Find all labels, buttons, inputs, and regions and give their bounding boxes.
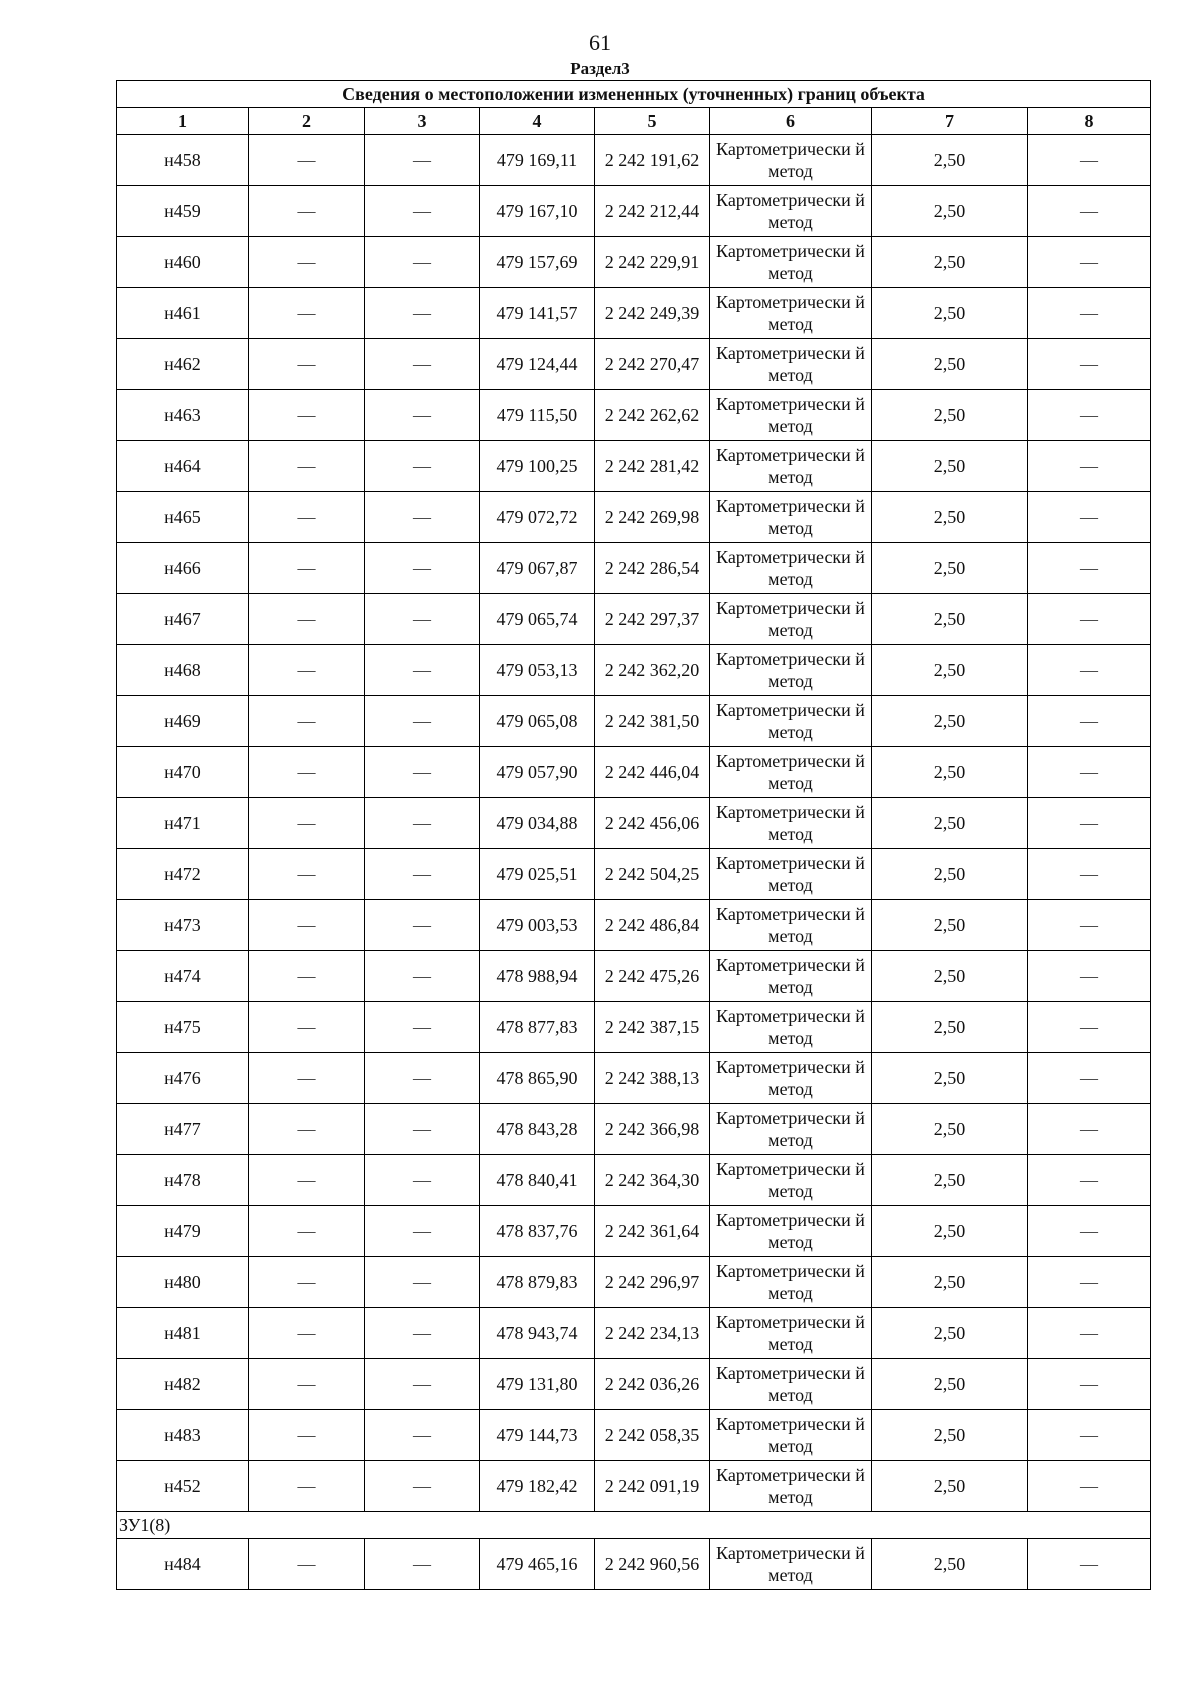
col2-cell: — [249, 798, 365, 849]
y-coordinate-cell: 2 242 297,37 [595, 594, 710, 645]
method-cell: Картометрически й метод [710, 135, 872, 186]
x-coordinate-cell: 479 025,51 [480, 849, 595, 900]
method-cell: Картометрически й метод [710, 747, 872, 798]
table-row [117, 1410, 1151, 1461]
table-row [117, 1308, 1151, 1359]
x-coordinate-cell: 478 988,94 [480, 951, 595, 1002]
col8-cell: — [1028, 1410, 1151, 1461]
col3-cell: — [365, 237, 480, 288]
col2-cell: — [249, 135, 365, 186]
col3-cell: — [365, 1155, 480, 1206]
col8-cell: — [1028, 1461, 1151, 1512]
x-coordinate-cell: 479 157,69 [480, 237, 595, 288]
table-row [117, 390, 1151, 441]
y-coordinate-cell: 2 242 366,98 [595, 1104, 710, 1155]
accuracy-cell: 2,50 [872, 1257, 1028, 1308]
point-id-cell: н474 [117, 951, 249, 1002]
col2-cell: — [249, 1002, 365, 1053]
point-id-cell: н475 [117, 1002, 249, 1053]
x-coordinate-cell: 479 003,53 [480, 900, 595, 951]
method-cell: Картометрически й метод [710, 1104, 872, 1155]
col8-cell: — [1028, 288, 1151, 339]
accuracy-cell: 2,50 [872, 747, 1028, 798]
table-row [117, 1257, 1151, 1308]
col8-cell: — [1028, 696, 1151, 747]
table-caption: Сведения о местоположении измененных (уточненных) границ объекта [117, 81, 1151, 108]
accuracy-cell: 2,50 [872, 1155, 1028, 1206]
y-coordinate-cell: 2 242 446,04 [595, 747, 710, 798]
point-id-cell: н467 [117, 594, 249, 645]
column-number-header: 8 [1028, 108, 1151, 135]
col3-cell: — [365, 900, 480, 951]
y-coordinate-cell: 2 242 229,91 [595, 237, 710, 288]
table-row [117, 696, 1151, 747]
col2-cell: — [249, 849, 365, 900]
col2-cell: — [249, 1257, 365, 1308]
y-coordinate-cell: 2 242 191,62 [595, 135, 710, 186]
method-cell: Картометрически й метод [710, 288, 872, 339]
table-row [117, 747, 1151, 798]
table-row [117, 951, 1151, 1002]
x-coordinate-cell: 479 167,10 [480, 186, 595, 237]
point-id-cell: н465 [117, 492, 249, 543]
col8-cell: — [1028, 1155, 1151, 1206]
col3-cell: — [365, 1257, 480, 1308]
table-row [117, 1053, 1151, 1104]
x-coordinate-cell: 478 943,74 [480, 1308, 595, 1359]
group-row [117, 1512, 1151, 1539]
y-coordinate-cell: 2 242 475,26 [595, 951, 710, 1002]
y-coordinate-cell: 2 242 960,56 [595, 1539, 710, 1590]
col8-cell: — [1028, 237, 1151, 288]
method-cell: Картометрически й метод [710, 849, 872, 900]
accuracy-cell: 2,50 [872, 1410, 1028, 1461]
column-number-header: 6 [710, 108, 872, 135]
method-cell: Картометрически й метод [710, 1461, 872, 1512]
table-row [117, 339, 1151, 390]
col8-cell: — [1028, 1002, 1151, 1053]
x-coordinate-cell: 479 144,73 [480, 1410, 595, 1461]
col3-cell: — [365, 1539, 480, 1590]
table-row [117, 900, 1151, 951]
x-coordinate-cell: 479 034,88 [480, 798, 595, 849]
accuracy-cell: 2,50 [872, 390, 1028, 441]
col3-cell: — [365, 186, 480, 237]
column-number-header: 5 [595, 108, 710, 135]
col2-cell: — [249, 288, 365, 339]
accuracy-cell: 2,50 [872, 900, 1028, 951]
accuracy-cell: 2,50 [872, 951, 1028, 1002]
x-coordinate-cell: 479 141,57 [480, 288, 595, 339]
col3-cell: — [365, 1359, 480, 1410]
x-coordinate-cell: 478 843,28 [480, 1104, 595, 1155]
accuracy-cell: 2,50 [872, 594, 1028, 645]
col8-cell: — [1028, 645, 1151, 696]
accuracy-cell: 2,50 [872, 288, 1028, 339]
accuracy-cell: 2,50 [872, 1308, 1028, 1359]
accuracy-cell: 2,50 [872, 543, 1028, 594]
table-row [117, 1539, 1151, 1590]
accuracy-cell: 2,50 [872, 1359, 1028, 1410]
col3-cell: — [365, 1308, 480, 1359]
accuracy-cell: 2,50 [872, 1539, 1028, 1590]
col8-cell: — [1028, 135, 1151, 186]
y-coordinate-cell: 2 242 286,54 [595, 543, 710, 594]
col8-cell: — [1028, 492, 1151, 543]
col2-cell: — [249, 1155, 365, 1206]
col3-cell: — [365, 1104, 480, 1155]
x-coordinate-cell: 478 879,83 [480, 1257, 595, 1308]
table-row [117, 543, 1151, 594]
col3-cell: — [365, 696, 480, 747]
point-id-cell: н473 [117, 900, 249, 951]
col2-cell: — [249, 594, 365, 645]
method-cell: Картометрически й метод [710, 1539, 872, 1590]
col8-cell: — [1028, 1539, 1151, 1590]
col8-cell: — [1028, 849, 1151, 900]
table-row [117, 1206, 1151, 1257]
accuracy-cell: 2,50 [872, 849, 1028, 900]
y-coordinate-cell: 2 242 361,64 [595, 1206, 710, 1257]
point-id-cell: н468 [117, 645, 249, 696]
col2-cell: — [249, 390, 365, 441]
col8-cell: — [1028, 1308, 1151, 1359]
point-id-cell: н483 [117, 1410, 249, 1461]
y-coordinate-cell: 2 242 381,50 [595, 696, 710, 747]
section-title: Раздел3 [570, 59, 630, 78]
col8-cell: — [1028, 441, 1151, 492]
column-number-row [117, 108, 1151, 135]
accuracy-cell: 2,50 [872, 1002, 1028, 1053]
accuracy-cell: 2,50 [872, 135, 1028, 186]
y-coordinate-cell: 2 242 362,20 [595, 645, 710, 696]
y-coordinate-cell: 2 242 296,97 [595, 1257, 710, 1308]
col2-cell: — [249, 900, 365, 951]
col3-cell: — [365, 288, 480, 339]
col3-cell: — [365, 798, 480, 849]
col8-cell: — [1028, 1359, 1151, 1410]
method-cell: Картометрически й метод [710, 1410, 872, 1461]
y-coordinate-cell: 2 242 091,19 [595, 1461, 710, 1512]
point-id-cell: н478 [117, 1155, 249, 1206]
col2-cell: — [249, 492, 365, 543]
col2-cell: — [249, 747, 365, 798]
method-cell: Картометрически й метод [710, 645, 872, 696]
col2-cell: — [249, 441, 365, 492]
col2-cell: — [249, 1104, 365, 1155]
point-id-cell: н480 [117, 1257, 249, 1308]
accuracy-cell: 2,50 [872, 645, 1028, 696]
col3-cell: — [365, 1002, 480, 1053]
table-row [117, 1002, 1151, 1053]
y-coordinate-cell: 2 242 456,06 [595, 798, 710, 849]
y-coordinate-cell: 2 242 212,44 [595, 186, 710, 237]
accuracy-cell: 2,50 [872, 492, 1028, 543]
col3-cell: — [365, 543, 480, 594]
point-id-cell: н469 [117, 696, 249, 747]
x-coordinate-cell: 479 065,74 [480, 594, 595, 645]
col2-cell: — [249, 1308, 365, 1359]
point-id-cell: н471 [117, 798, 249, 849]
point-id-cell: н463 [117, 390, 249, 441]
col3-cell: — [365, 849, 480, 900]
point-id-cell: н482 [117, 1359, 249, 1410]
column-number-header: 3 [365, 108, 480, 135]
col2-cell: — [249, 696, 365, 747]
col3-cell: — [365, 339, 480, 390]
y-coordinate-cell: 2 242 234,13 [595, 1308, 710, 1359]
table-row [117, 288, 1151, 339]
accuracy-cell: 2,50 [872, 798, 1028, 849]
y-coordinate-cell: 2 242 270,47 [595, 339, 710, 390]
table-row [117, 441, 1151, 492]
point-id-cell: н459 [117, 186, 249, 237]
method-cell: Картометрически й метод [710, 1155, 872, 1206]
point-id-cell: н484 [117, 1539, 249, 1590]
y-coordinate-cell: 2 242 036,26 [595, 1359, 710, 1410]
x-coordinate-cell: 479 065,08 [480, 696, 595, 747]
method-cell: Картометрически й метод [710, 1308, 872, 1359]
col2-cell: — [249, 339, 365, 390]
col3-cell: — [365, 645, 480, 696]
accuracy-cell: 2,50 [872, 339, 1028, 390]
accuracy-cell: 2,50 [872, 1104, 1028, 1155]
col8-cell: — [1028, 747, 1151, 798]
method-cell: Картометрически й метод [710, 237, 872, 288]
column-number-header: 7 [872, 108, 1028, 135]
table-row [117, 1155, 1151, 1206]
point-id-cell: н466 [117, 543, 249, 594]
accuracy-cell: 2,50 [872, 1053, 1028, 1104]
col8-cell: — [1028, 390, 1151, 441]
accuracy-cell: 2,50 [872, 1461, 1028, 1512]
point-id-cell: н476 [117, 1053, 249, 1104]
col3-cell: — [365, 594, 480, 645]
col3-cell: — [365, 1053, 480, 1104]
y-coordinate-cell: 2 242 504,25 [595, 849, 710, 900]
point-id-cell: н472 [117, 849, 249, 900]
method-cell: Картометрически й метод [710, 441, 872, 492]
group-label: ЗУ1(8) [117, 1512, 1151, 1539]
col8-cell: — [1028, 186, 1151, 237]
y-coordinate-cell: 2 242 249,39 [595, 288, 710, 339]
table-row [117, 237, 1151, 288]
col8-cell: — [1028, 339, 1151, 390]
method-cell: Картометрически й метод [710, 696, 872, 747]
col2-cell: — [249, 543, 365, 594]
x-coordinate-cell: 479 057,90 [480, 747, 595, 798]
point-id-cell: н464 [117, 441, 249, 492]
accuracy-cell: 2,50 [872, 1206, 1028, 1257]
method-cell: Картометрически й метод [710, 390, 872, 441]
table-row [117, 1359, 1151, 1410]
col8-cell: — [1028, 798, 1151, 849]
table-row [117, 1104, 1151, 1155]
table-row [117, 492, 1151, 543]
point-id-cell: н458 [117, 135, 249, 186]
method-cell: Картометрически й метод [710, 186, 872, 237]
col2-cell: — [249, 237, 365, 288]
x-coordinate-cell: 479 169,11 [480, 135, 595, 186]
col2-cell: — [249, 645, 365, 696]
y-coordinate-cell: 2 242 388,13 [595, 1053, 710, 1104]
method-cell: Картометрически й метод [710, 1002, 872, 1053]
point-id-cell: н460 [117, 237, 249, 288]
method-cell: Картометрически й метод [710, 1206, 872, 1257]
method-cell: Картометрически й метод [710, 1359, 872, 1410]
col3-cell: — [365, 747, 480, 798]
col2-cell: — [249, 1410, 365, 1461]
method-cell: Картометрически й метод [710, 339, 872, 390]
point-id-cell: н470 [117, 747, 249, 798]
x-coordinate-cell: 479 100,25 [480, 441, 595, 492]
y-coordinate-cell: 2 242 387,15 [595, 1002, 710, 1053]
table-row [117, 135, 1151, 186]
column-number-header: 2 [249, 108, 365, 135]
x-coordinate-cell: 479 124,44 [480, 339, 595, 390]
y-coordinate-cell: 2 242 058,35 [595, 1410, 710, 1461]
method-cell: Картометрически й метод [710, 594, 872, 645]
method-cell: Картометрически й метод [710, 543, 872, 594]
point-id-cell: н479 [117, 1206, 249, 1257]
col2-cell: — [249, 1539, 365, 1590]
point-id-cell: н452 [117, 1461, 249, 1512]
point-id-cell: н461 [117, 288, 249, 339]
y-coordinate-cell: 2 242 486,84 [595, 900, 710, 951]
x-coordinate-cell: 479 465,16 [480, 1539, 595, 1590]
x-coordinate-cell: 478 865,90 [480, 1053, 595, 1104]
col2-cell: — [249, 1053, 365, 1104]
col8-cell: — [1028, 900, 1151, 951]
col3-cell: — [365, 390, 480, 441]
col8-cell: — [1028, 951, 1151, 1002]
x-coordinate-cell: 479 115,50 [480, 390, 595, 441]
x-coordinate-cell: 479 182,42 [480, 1461, 595, 1512]
column-number-header: 4 [480, 108, 595, 135]
method-cell: Картометрически й метод [710, 1053, 872, 1104]
method-cell: Картометрически й метод [710, 492, 872, 543]
accuracy-cell: 2,50 [872, 186, 1028, 237]
col8-cell: — [1028, 543, 1151, 594]
col8-cell: — [1028, 1104, 1151, 1155]
x-coordinate-cell: 479 131,80 [480, 1359, 595, 1410]
accuracy-cell: 2,50 [872, 237, 1028, 288]
col2-cell: — [249, 951, 365, 1002]
column-number-header: 1 [117, 108, 249, 135]
table-row [117, 186, 1151, 237]
table-row [117, 645, 1151, 696]
method-cell: Картометрически й метод [710, 1257, 872, 1308]
point-id-cell: н481 [117, 1308, 249, 1359]
accuracy-cell: 2,50 [872, 441, 1028, 492]
col2-cell: — [249, 1359, 365, 1410]
x-coordinate-cell: 478 877,83 [480, 1002, 595, 1053]
method-cell: Картометрически й метод [710, 798, 872, 849]
table-body [117, 135, 1151, 1590]
page-number: 61 [589, 30, 611, 55]
col3-cell: — [365, 492, 480, 543]
point-id-cell: н477 [117, 1104, 249, 1155]
col3-cell: — [365, 1461, 480, 1512]
table-row [117, 798, 1151, 849]
col8-cell: — [1028, 1257, 1151, 1308]
table-row [117, 1461, 1151, 1512]
col8-cell: — [1028, 594, 1151, 645]
x-coordinate-cell: 478 837,76 [480, 1206, 595, 1257]
table-row [117, 594, 1151, 645]
table-row [117, 849, 1151, 900]
col3-cell: — [365, 951, 480, 1002]
col3-cell: — [365, 135, 480, 186]
col2-cell: — [249, 186, 365, 237]
y-coordinate-cell: 2 242 364,30 [595, 1155, 710, 1206]
method-cell: Картометрически й метод [710, 900, 872, 951]
y-coordinate-cell: 2 242 262,62 [595, 390, 710, 441]
method-cell: Картометрически й метод [710, 951, 872, 1002]
col2-cell: — [249, 1206, 365, 1257]
x-coordinate-cell: 479 072,72 [480, 492, 595, 543]
col2-cell: — [249, 1461, 365, 1512]
col8-cell: — [1028, 1053, 1151, 1104]
point-id-cell: н462 [117, 339, 249, 390]
accuracy-cell: 2,50 [872, 696, 1028, 747]
x-coordinate-cell: 479 067,87 [480, 543, 595, 594]
x-coordinate-cell: 479 053,13 [480, 645, 595, 696]
col3-cell: — [365, 441, 480, 492]
y-coordinate-cell: 2 242 269,98 [595, 492, 710, 543]
y-coordinate-cell: 2 242 281,42 [595, 441, 710, 492]
x-coordinate-cell: 478 840,41 [480, 1155, 595, 1206]
coordinates-table [116, 80, 1151, 1590]
col8-cell: — [1028, 1206, 1151, 1257]
col3-cell: — [365, 1206, 480, 1257]
col3-cell: — [365, 1410, 480, 1461]
